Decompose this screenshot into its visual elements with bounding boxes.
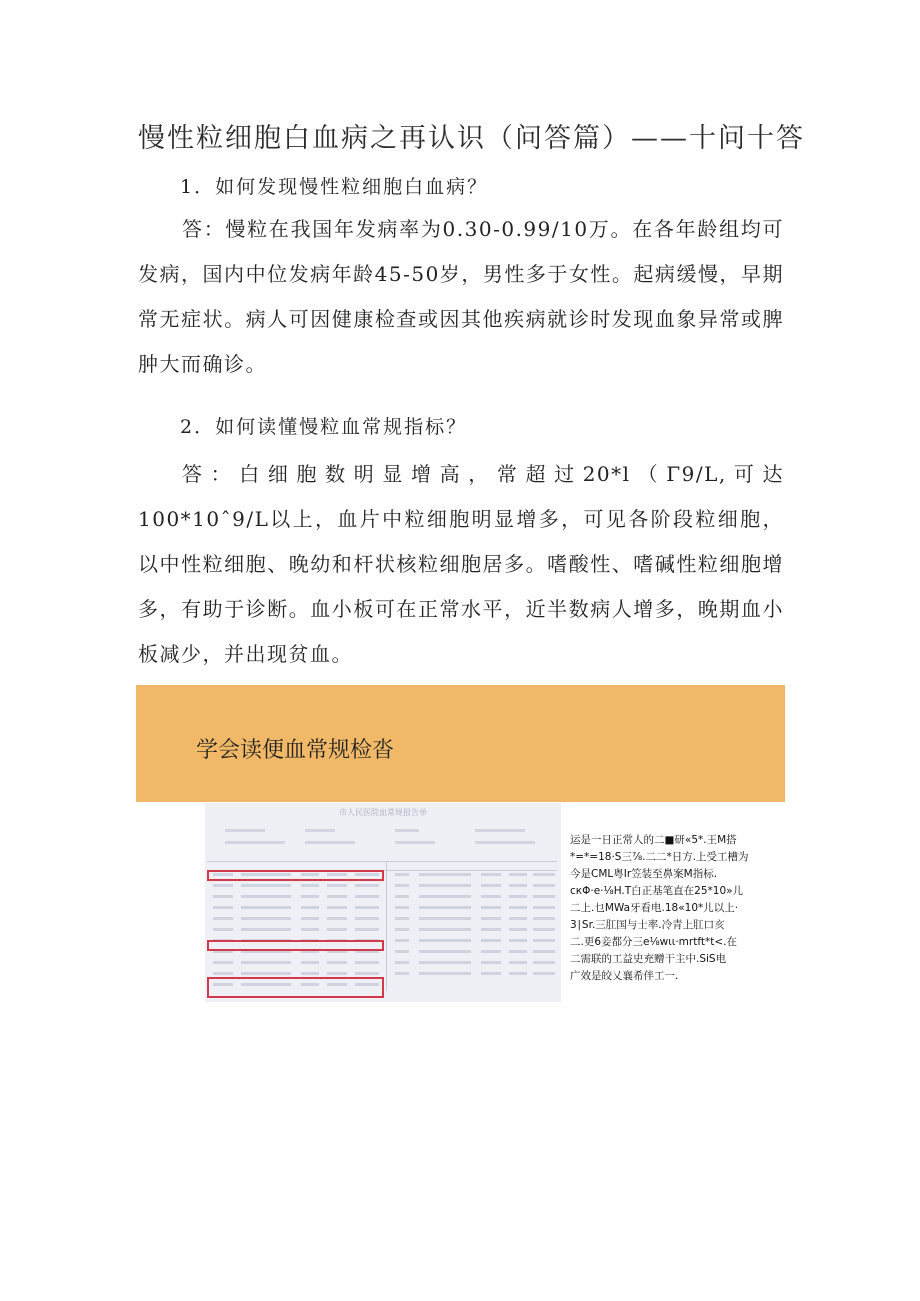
question-1: 1．如何发现慢性粒细胞白血病？ — [180, 176, 489, 198]
report-column — [327, 873, 347, 994]
report-column — [509, 873, 527, 983]
section-banner — [136, 685, 785, 802]
banner-title: 学会读便血常规检沓 — [196, 738, 395, 763]
report-meta — [205, 825, 561, 859]
caption-line: 二上.乜MWa牙看电.18«10*儿以上· — [570, 902, 739, 914]
caption-line: 运是一日正常人的二■研«5*.王M搭 — [570, 834, 737, 846]
report-column — [395, 873, 409, 983]
caption-line: cкΦ·e·⅛H.T白正基笔直在25*10»儿 — [570, 885, 744, 897]
highlight-box-wbc — [207, 870, 384, 881]
report-column — [301, 873, 319, 994]
report-column — [355, 873, 379, 994]
caption-line: 广效是皎乂襄希伴工一. — [570, 970, 679, 982]
report-header: 市人民医院血常规报告单 — [339, 808, 427, 817]
figure-caption — [570, 832, 790, 985]
highlight-box-plt — [207, 940, 384, 951]
report-divider — [386, 861, 387, 991]
report-column — [241, 873, 291, 994]
blood-test-report-image — [205, 803, 561, 1002]
report-column — [533, 873, 555, 983]
question-2: 2．如何读懂慢粒血常规指标？ — [180, 416, 468, 438]
caption-line: *=*=18·S三⅞.二二*日方.上受工槽为 — [570, 851, 749, 863]
highlight-box-basophil — [207, 977, 384, 998]
report-column — [419, 873, 471, 983]
report-column — [213, 873, 233, 994]
caption-line: 3∣Sr.三肛国与士率.冷青上肛口亥 — [570, 919, 725, 931]
document-title: 慢性粒细胞白血病之再认识（问答篇）——十问十答 — [138, 123, 805, 154]
caption-line: 二.更6妾都分三e⅛wιι·mrtft*t<.在 — [570, 936, 737, 948]
caption-line: 二需联的工益史充赠干主中.SiS电 — [570, 953, 727, 965]
report-column — [481, 873, 501, 983]
answer-1: 答：慢粒在我国年发病率为0.30-0.99/10万。在各年龄组均可发病，国内中位发病年龄45-50岁，男性多于女性。起病缓慢，早期常无症状。病人可因健康检查或因其他疾病就诊时发现血象异常或脾肿大而确诊。 — [138, 217, 784, 376]
caption-line: 今是CML粤Ir笠装至鼻案M指标. — [570, 868, 718, 880]
answer-2: 答：白细胞数明显增高，常超过20*l（Γ9/L,可达100*10ˆ9/L以上，血片中粒细胞明显增多，可见各阶段粒细胞，以中性粒细胞、晚幼和杆状核粒细胞居多。嗜酸性、嗜碱性粒细胞增多，有助于诊断。血小板可在正常水平，近半数病人增多，晚期血小板减少，并出现贫血。 — [138, 462, 784, 666]
